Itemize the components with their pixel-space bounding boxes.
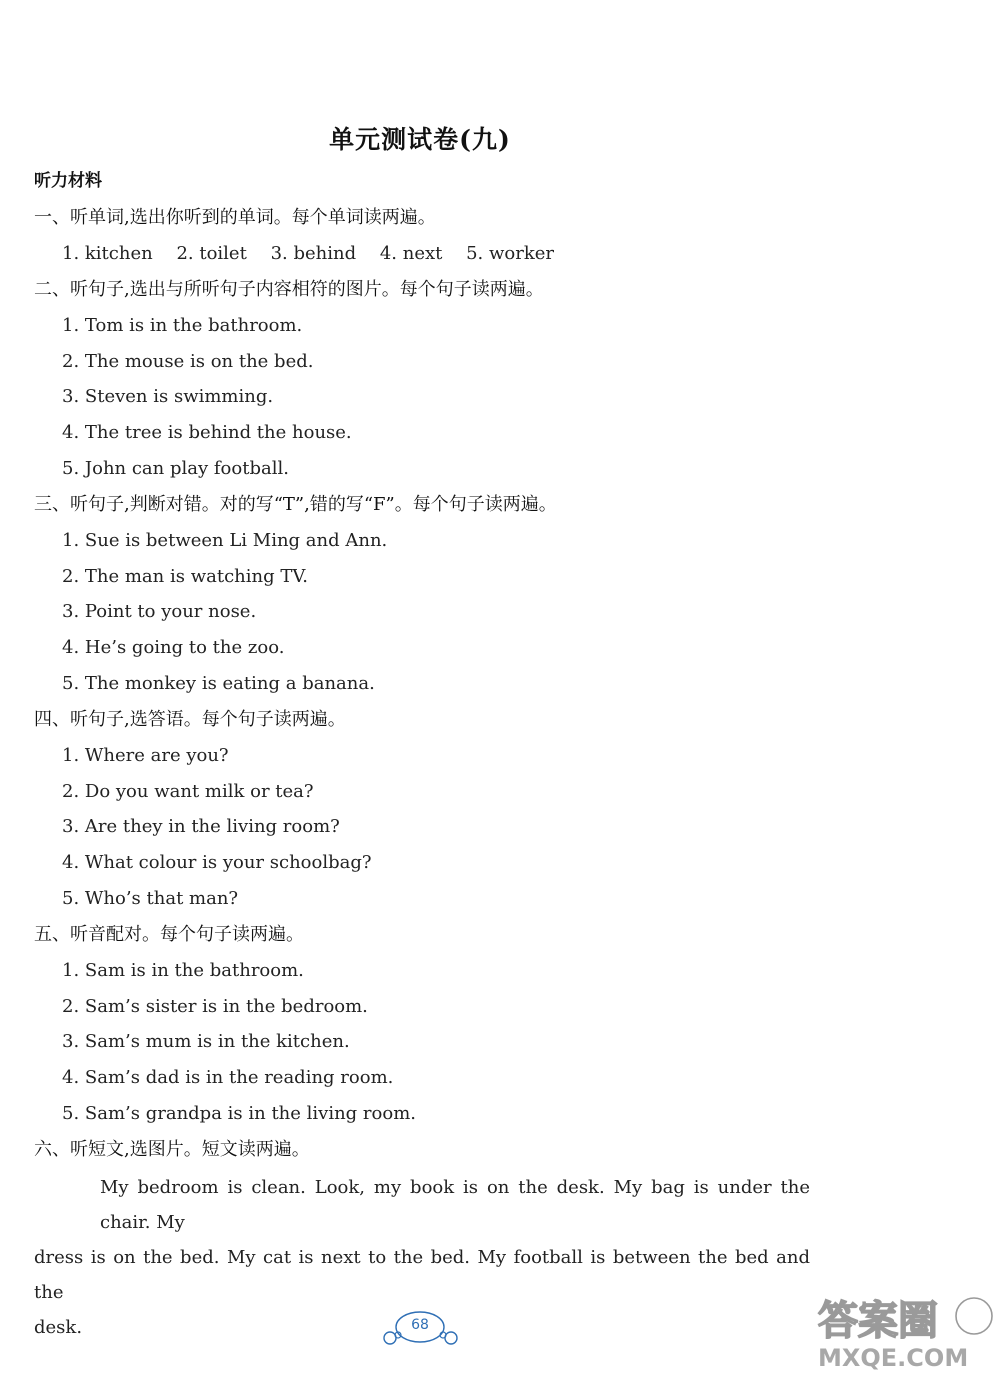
page-number: 68: [411, 1317, 429, 1333]
section-subtitle: 听力材料: [34, 171, 102, 191]
word-item: 1. kitchen: [62, 243, 153, 264]
word-item: 4. next: [379, 243, 443, 264]
passage-line: desk.: [34, 1316, 83, 1338]
list-item: 2. Do you want milk or tea?: [62, 780, 314, 802]
list-item: 5. The monkey is eating a banana.: [62, 672, 375, 694]
list-item: 3. Are they in the living room?: [62, 816, 340, 838]
section-heading: 一、听单词,选出你听到的单词。每个单词读两遍。: [34, 207, 436, 228]
section-heading: 五、听音配对。每个句子读两遍。: [34, 923, 304, 945]
list-item: 4. The tree is behind the house.: [62, 422, 352, 444]
section-heading: 二、听句子,选出与所听句子内容相符的图片。每个句子读两遍。: [34, 278, 544, 300]
list-item: 1. Where are you?: [62, 744, 229, 766]
section-heading: 三、听句子,判断对错。对的写“T”,错的写“F”。每个句子读两遍。: [34, 493, 557, 515]
passage-line: dress is on the bed. My cat is next to the bed. My football is between the bed and the: [34, 1246, 810, 1303]
passage-line: My bedroom is clean. Look, my book is on the desk. My bag is under the chair. My: [100, 1176, 810, 1233]
page-number-badge: [382, 1308, 462, 1348]
list-item: 5. Sam’s grandpa is in the living room.: [62, 1102, 416, 1124]
list-item: 3. Sam’s mum is in the kitchen.: [62, 1031, 350, 1053]
section-3: [34, 487, 824, 702]
list-item: 3. Point to your nose.: [62, 601, 257, 623]
list-item: 1. Tom is in the bathroom.: [62, 314, 303, 336]
list-item: 2. Sam’s sister is in the bedroom.: [62, 995, 368, 1017]
section-1: [34, 200, 824, 272]
listening-material: [34, 200, 824, 1345]
section-2: [34, 272, 824, 487]
list-item: 1. Sam is in the bathroom.: [62, 959, 304, 981]
section-heading: 四、听句子,选答语。每个句子读两遍。: [34, 708, 346, 730]
word-item: 5. worker: [466, 243, 555, 264]
list-item: 3. Steven is swimming.: [62, 386, 274, 408]
watermark-logo-text: 答案圈: [818, 1298, 938, 1344]
watermark-logo-icon: [812, 1288, 996, 1372]
list-item: 5. Who’s that man?: [62, 887, 239, 909]
list-item: 5. John can play football.: [62, 457, 289, 479]
section-4: [34, 702, 824, 917]
page-title: 单元测试卷(九): [329, 125, 511, 154]
list-item: 4. Sam’s dad is in the reading room.: [62, 1067, 394, 1089]
word-item: 2. toilet: [176, 243, 247, 264]
list-item: 2. The mouse is on the bed.: [62, 350, 314, 372]
list-item: 4. He’s going to the zoo.: [62, 637, 285, 659]
word-item: 3. behind: [270, 243, 357, 264]
watermark-url: MXQE.COM: [818, 1344, 969, 1372]
section-5: [34, 917, 824, 1132]
list-item: 1. Sue is between Li Ming and Ann.: [62, 529, 388, 551]
word-list: [34, 236, 824, 272]
section-heading: 六、听短文,选图片。短文读两遍。: [34, 1138, 310, 1160]
list-item: 4. What colour is your schoolbag?: [62, 852, 372, 874]
list-item: 2. The man is watching TV.: [62, 565, 308, 587]
